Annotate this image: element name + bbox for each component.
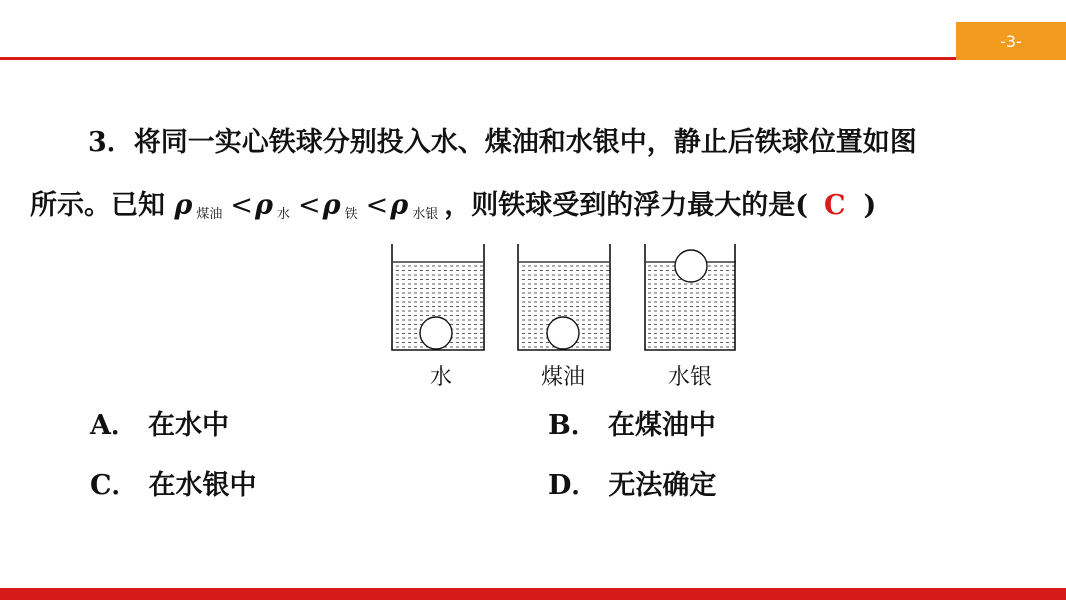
footer-rule bbox=[0, 588, 1066, 600]
less-than-symbol: < bbox=[230, 190, 254, 221]
iron-ball bbox=[547, 317, 579, 349]
iron-ball bbox=[420, 317, 452, 349]
option-text: 在水银中 bbox=[148, 470, 257, 501]
option-letter: B． bbox=[548, 410, 598, 441]
option-a bbox=[90, 412, 229, 439]
option-text: 在煤油中 bbox=[607, 410, 716, 441]
question-line-2 bbox=[30, 192, 876, 221]
less-than-symbol: < bbox=[298, 190, 321, 221]
question-number: 3． bbox=[88, 127, 134, 158]
container-kerosene bbox=[518, 244, 610, 350]
option-letter: A． bbox=[90, 410, 138, 441]
less-than-symbol: < bbox=[365, 190, 389, 221]
subscript-mercury: 水银 bbox=[412, 207, 439, 222]
iron-ball bbox=[675, 250, 707, 282]
page-number-tab bbox=[956, 22, 1066, 60]
option-text: 无法确定 bbox=[608, 470, 717, 501]
rho-symbol: ρ bbox=[255, 190, 273, 221]
figure-label-mercury: 水银 bbox=[667, 365, 713, 390]
option-letter: C． bbox=[90, 470, 139, 501]
rho-symbol: ρ bbox=[174, 190, 193, 221]
container-water bbox=[392, 244, 484, 350]
question-text-2-prefix: 所示。已知 bbox=[30, 190, 165, 221]
figure-label-kerosene: 煤油 bbox=[540, 365, 586, 390]
figure-label-water: 水 bbox=[429, 365, 453, 390]
subscript-water: 水 bbox=[276, 207, 290, 222]
option-b bbox=[548, 412, 716, 439]
page-number: -3- bbox=[1000, 31, 1022, 51]
answer-letter: C bbox=[824, 190, 846, 221]
container-mercury bbox=[645, 244, 736, 350]
header-rule bbox=[0, 57, 958, 60]
option-text: 在水中 bbox=[147, 410, 229, 441]
subscript-kerosene: 煤油 bbox=[196, 207, 223, 222]
rho-symbol: ρ bbox=[322, 190, 341, 221]
option-d bbox=[548, 472, 716, 499]
option-c bbox=[90, 472, 257, 499]
rho-symbol: ρ bbox=[390, 190, 409, 221]
close-paren: ) bbox=[863, 190, 877, 221]
option-letter: D． bbox=[548, 470, 599, 501]
subscript-iron: 铁 bbox=[344, 207, 358, 222]
question-line-1 bbox=[88, 129, 917, 156]
question-text-2-suffix: ，则铁球受到的浮力最大的是( bbox=[444, 190, 808, 221]
question-text-1: 将同一实心铁球分别投入水、煤油和水银中，静止后铁球位置如图 bbox=[133, 127, 917, 158]
